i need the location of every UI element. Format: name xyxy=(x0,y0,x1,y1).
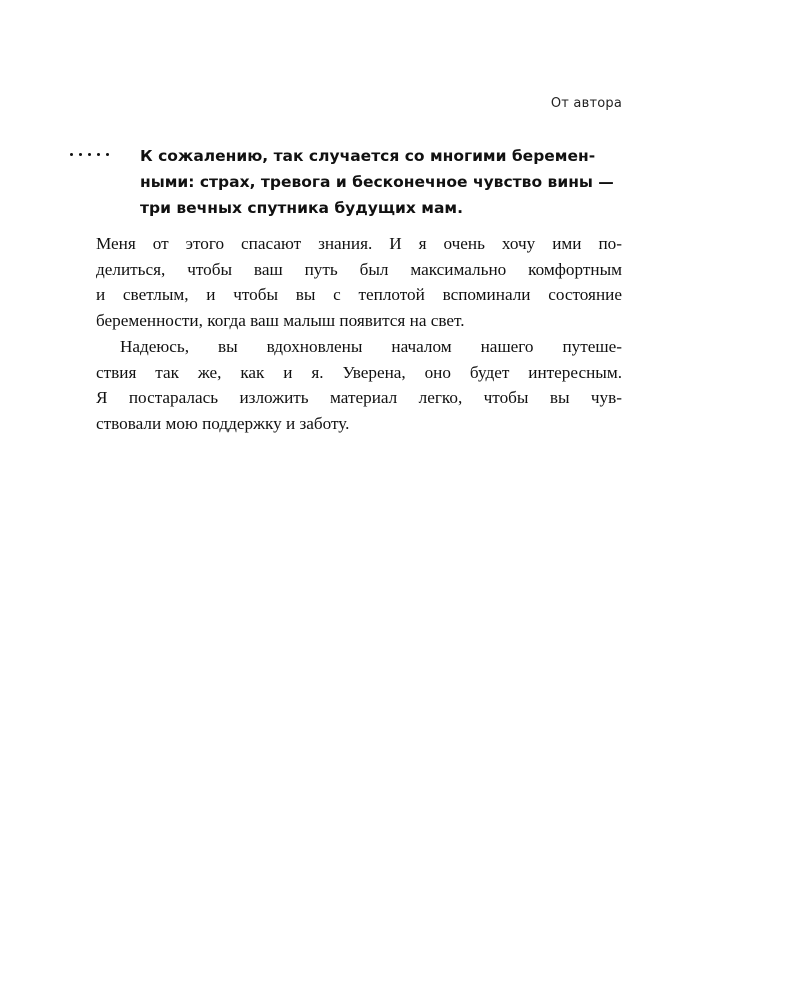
callout-line: ными: страх, тревога и бесконечное чувство вины — xyxy=(140,173,614,191)
paragraph xyxy=(96,334,622,437)
callout-line: три вечных спутника будущих мам. xyxy=(140,199,463,217)
dot-mark xyxy=(79,153,82,156)
paragraph-line: Я постаралась изложить материал легко, чтобы вы чув- xyxy=(96,388,622,408)
callout-text xyxy=(134,143,630,221)
dotted-marker xyxy=(70,143,134,156)
dot-mark xyxy=(106,153,109,156)
paragraph-line: Надеюсь, вы вдохновлены началом нашего путеше- xyxy=(120,336,622,356)
paragraph xyxy=(96,231,622,334)
running-header xyxy=(551,96,622,111)
paragraph-line: и светлым, и чтобы вы с теплотой вспоминали состояние xyxy=(96,285,622,305)
running-title: От автора xyxy=(550,96,622,111)
dot-mark xyxy=(97,153,100,156)
dot-mark xyxy=(88,153,91,156)
paragraph-line: ствовали мою поддержку и заботу. xyxy=(96,413,350,433)
callout-line: К сожалению, так случается со многими беремен- xyxy=(140,147,596,165)
paragraph-line: делиться, чтобы ваш путь был максимально комфортным xyxy=(96,259,622,279)
paragraph-line: беременности, когда ваш малыш появится на свет. xyxy=(96,311,465,331)
dot-mark xyxy=(70,153,73,156)
body-text xyxy=(96,231,622,437)
paragraph-line: Меня от этого спасают знания. И я очень хочу ими по- xyxy=(96,234,622,253)
paragraph-line: ствия так же, как и я. Уверена, оно будет интересным. xyxy=(96,362,622,382)
callout-block xyxy=(70,143,630,221)
